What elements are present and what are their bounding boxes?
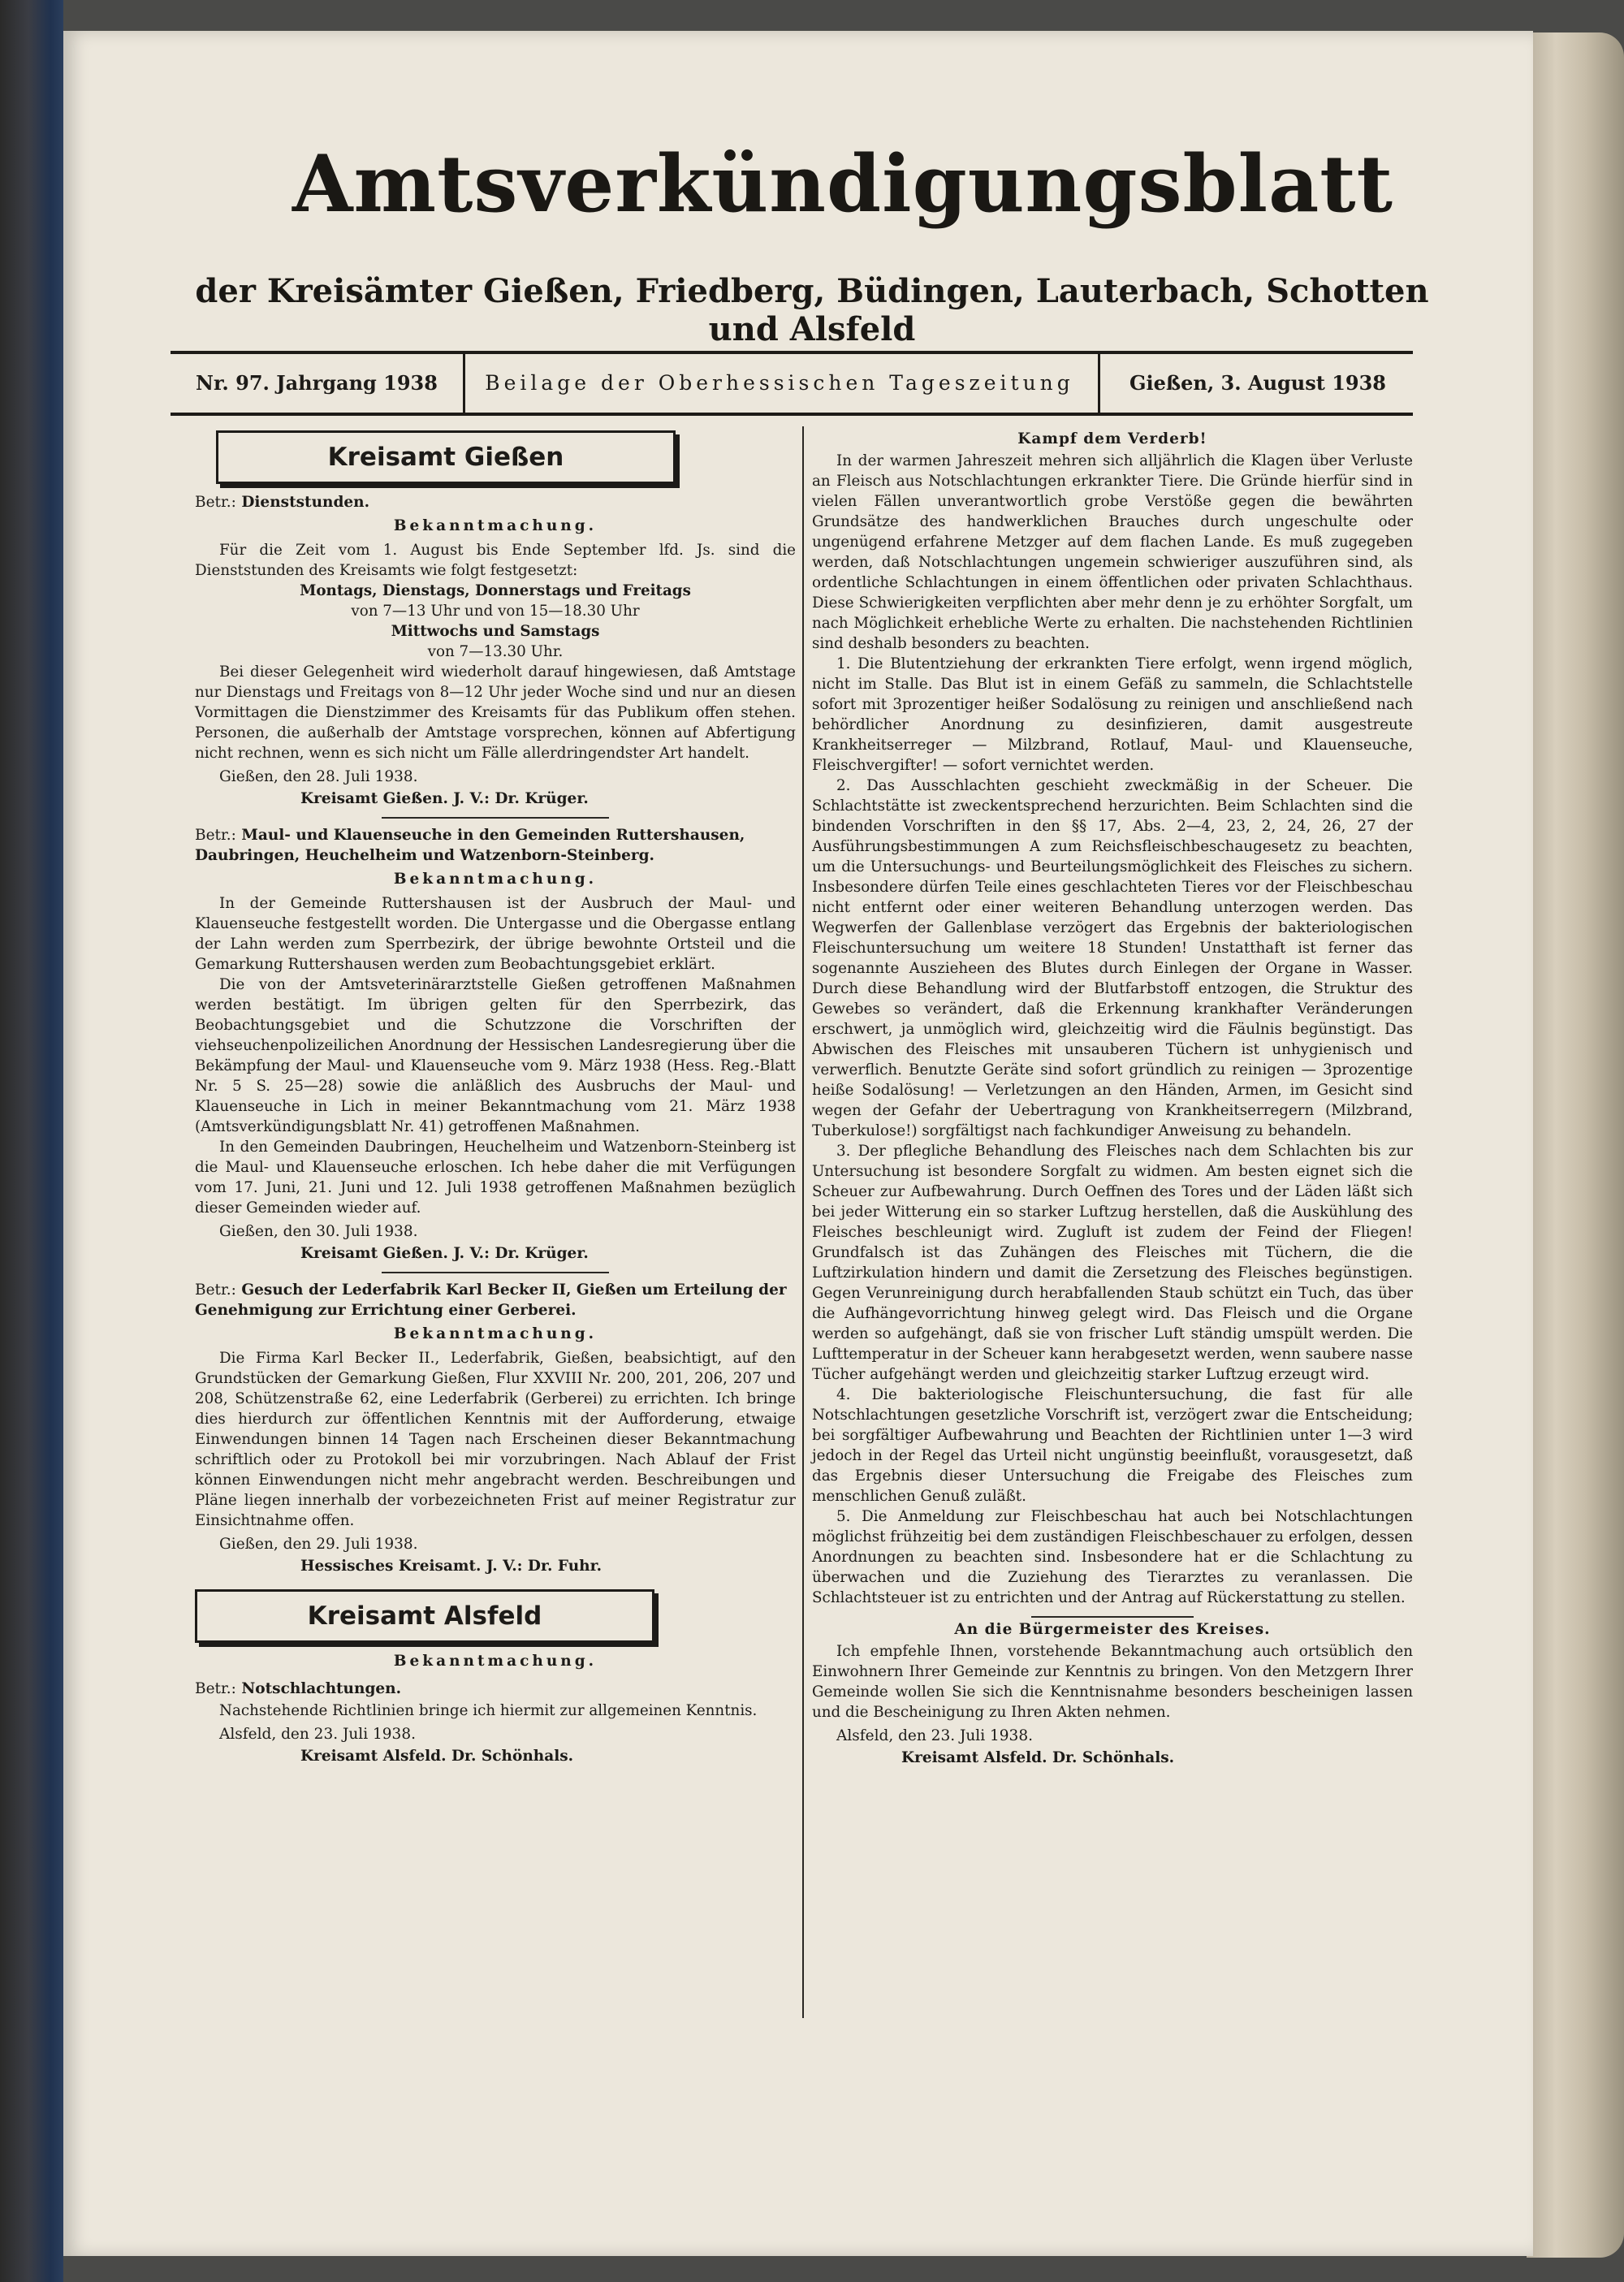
bekanntmachung-title: Bekanntmachung. xyxy=(393,1325,598,1342)
notice-paragraph: In der Gemeinde Ruttershausen ist der Ausbruch der Maul- und Klauenseuche festgestellt worden. Die Untergasse und die Obergasse entlang der Lahn werden zum Sperrbezirk, der übrige bewohnte Ortsteil und die Gemarkung Ruttershausen werden zum Beobachtungsgebiet erklärt. xyxy=(195,895,796,973)
notice-maul-klauenseuche xyxy=(195,825,796,1264)
separator-rule xyxy=(382,1272,609,1273)
office-hours: von 7—13.30 Uhr. xyxy=(427,643,564,660)
betr-subject: Maul- und Klauenseuche in den Gemeinden Ruttershausen, Daubringen, Heuchelheim und Watzenborn-Steinberg. xyxy=(195,827,745,864)
section-heading-alsfeld: Kreisamt Alsfeld xyxy=(195,1589,654,1643)
article-paragraph: 5. Die Anmeldung zur Fleischbeschau hat auch bei Notschlachtungen möglichst frühzeitig bei dem zuständigen Fleischbeschauer zu erfolgen, dessen Anordnungen zu beachten sind. Insbesondere hat er die Schlachtung zu überwachen und die Zuziehung des Tierarztes zu veranlassen. Die Schlachtsteuer ist zu entrichten und der Antrag auf Rückerstattung zu stellen. xyxy=(812,1508,1413,1606)
betr-subject: Gesuch der Lederfabrik Karl Becker II, Gießen um Erteilung der Genehmigung zur Errichtung einer Gerberei. xyxy=(195,1281,787,1319)
betr-label: Betr.: xyxy=(195,494,236,511)
issue-header-bar xyxy=(171,351,1413,416)
page-stack-edge xyxy=(1527,32,1624,2258)
place-date: Alsfeld, den 23. Juli 1938. xyxy=(219,1726,416,1743)
place-date: Gießen, den 28. Juli 1938. xyxy=(219,768,418,785)
masthead-subtitle: der Kreisämter Gießen, Friedberg, Büdingen, Lauterbach, Schotten und Alsfeld xyxy=(195,272,1429,348)
left-column xyxy=(195,430,796,1771)
notice-paragraph: Bei dieser Gelegenheit wird wiederholt darauf hingewiesen, daß Amtstage nur Dienstags und Freitags von 8—12 Uhr jeder Woche sind und nur an diesen Vormittagen die Dienstzimmer des Kreisamts für das Publikum offen stehen. Personen, die außerhalb der Amtstage vorsprechen, können auf Abfertigung nicht rechnen, wenn es sich nicht um Fälle allerdringendster Art handelt. xyxy=(195,663,796,762)
office-days: Montags, Dienstags, Donnerstags und Freitags xyxy=(300,582,691,599)
masthead-title: Amtsverkündigungsblatt xyxy=(292,138,1393,230)
column-divider xyxy=(802,426,804,2018)
notice-paragraph: Die Firma Karl Becker II., Lederfabrik, Gießen, beabsichtigt, auf den Grundstücken der Gemarkung Gießen, Flur XXVIII Nr. 200, 201, 206, 207 und 208, Schützenstraße 62, eine Lederfabrik (Gerberei) zu errichten. Ich bringe dies hierdurch zur öffentlichen Kenntnis mit der Aufforderung, etwaige Einwendungen binnen 14 Tagen nach Erscheinen dieser Bekanntmachung schriftlich oder zu Protokoll bei mir vorzubringen. Nach Ablauf der Frist können Einwendungen nicht mehr angebracht werden. Beschreibungen und Pläne liegen innerhalb der vorbezeichneten Frist auf meiner Registratur zur Einsichtnahme offen. xyxy=(195,1350,796,1529)
notice-paragraph: In den Gemeinden Daubringen, Heuchelheim und Watzenborn-Steinberg ist die Maul- und Klauenseuche erloschen. Ich hebe daher die mit Verfügungen vom 17. Juni, 21. Juni und 12. Juli 1938 getroffenen Maßnahmen bezüglich dieser Gemeinden wieder auf. xyxy=(195,1139,796,1217)
betr-subject: Notschlachtungen. xyxy=(241,1680,402,1697)
notice-paragraph: Nachstehende Richtlinien bringe ich hiermit zur allgemeinen Kenntnis. xyxy=(219,1702,758,1719)
office-hours: von 7—13 Uhr und von 15—18.30 Uhr xyxy=(351,603,640,620)
article-paragraph: 4. Die bakteriologische Fleischuntersuchung, die fast für alle Notschlachtungen gesetzliche Vorschrift ist, verzögert zwar die Entscheidung; bei sorgfältiger Aufbewahrung und Beachten der Richtlinien unter 1—3 wird jedoch in der Regel das Urteil nicht ungünstig beeinflußt, vorausgesetzt, daß das Ergebnis dieser Untersuchung die Freigabe des Fleisches zum menschlichen Genuß zuläßt. xyxy=(812,1386,1413,1505)
article-paragraph: In der warmen Jahreszeit mehren sich alljährlich die Klagen über Verluste an Fleisch aus Notschlachtungen erkrankter Tiere. Die Gründe hierfür sind in vielen Fällen unverantwortlich grobe Verstöße gegen die bewährten Grundsätze des handwerklichen Brauches durch ungeschulte oder ungenügend erfahrene Metzger auf dem flachen Lande. Es muß zugegeben werden, daß Notschlachtungen ungemein schwieriger auszuführen sind, als ordentliche Schlachtungen in einem öffentlichen oder privaten Schlachthaus. Diese Schwierigkeiten verpflichten aber mehr denn je zu erhöhter Sorgfalt, um nach Möglichkeit erhebliche Werte zu erhalten. Die nachstehenden Richtlinien sind deshalb besonders zu beachten. xyxy=(812,452,1413,652)
office-days: Mittwochs und Samstags xyxy=(391,623,600,640)
signature: Kreisamt Gießen. J. V.: Dr. Krüger. xyxy=(300,790,589,807)
signature: Hessisches Kreisamt. J. V.: Dr. Fuhr. xyxy=(300,1558,603,1575)
article-paragraph: 3. Der pflegliche Behandlung des Fleisches nach dem Schlachten bis zur Untersuchung ist besondere Sorgfalt zu widmen. Am besten eignet sich die Scheuer zur Aufbewahrung. Durch Oeffnen des Tores und der Läden läßt sich bei jeder Witterung ein so starker Luftzug herstellen, daß die Auskühlung des Fleisches beschleunigt wird. Zugluft ist zudem der Feind der Fliegen! Grundfalsch ist das Zuhängen des Fleisches mit Tüchern, die die Luftzirkulation hindern und damit die Zersetzung des Fleisches begünstigen. Gegen Verunreinigung durch herabfallenden Staub schützt ein Tuch, das über die Aufhängevorrichtung hinweg gelegt wird. Das Fleisch und die Organe werden so aufgehängt, daß sie von frischer Luft ständig umspült werden. Die Lufttemperatur in der Scheuer kann herabgesetzt werden, wenn saubere nasse Tücher aufgehängt werden und gleichzeitig starker Luftzug erzeugt wird. xyxy=(812,1143,1413,1383)
signature: Kreisamt Alsfeld. Dr. Schönhals. xyxy=(901,1749,1175,1766)
article-paragraph: Ich empfehle Ihnen, vorstehende Bekanntmachung auch ortsüblich den Einwohnern Ihrer Gemeinde zur Kenntnis zu bringen. Von den Metzgern Ihrer Gemeinde wollen Sie sich die Kenntnisnahme besonders bescheinigen lassen und die Bescheinigung zu Ihren Akten nehmen. xyxy=(812,1643,1413,1721)
betr-subject: Dienststunden. xyxy=(241,494,370,511)
bekanntmachung-title: Bekanntmachung. xyxy=(393,871,598,888)
signature: Kreisamt Alsfeld. Dr. Schönhals. xyxy=(300,1748,574,1765)
supplement-note: Beilage der Oberhessischen Tageszeitung xyxy=(485,371,1074,395)
issue-number: Nr. 97. Jahrgang 1938 xyxy=(171,354,465,413)
place-date: Alsfeld, den 23. Juli 1938. xyxy=(836,1727,1033,1744)
bekanntmachung-title: Bekanntmachung. xyxy=(393,1653,598,1670)
section-heading-giessen: Kreisamt Gießen xyxy=(216,430,676,484)
notice-paragraph: Die von der Amtsveterinärarztstelle Gießen getroffenen Maßnahmen werden bestätigt. Im übrigen gelten für den Sperrbezirk, das Beobachtungsgebiet und die Schutzzone die Vorschriften der viehseuchenpolizeilichen Anordnung der Hessischen Landesregierung über die Bekämpfung der Maul- und Klauenseuche vom 9. März 1938 (Hess. Reg.-Blatt Nr. 5 S. 25—28) sowie die anläßlich des Ausbruchs der Maul- und Klauenseuche in Lich in meiner Bekanntmachung vom 21. März 1938 (Amtsverkündigungsblatt Nr. 41) getroffenen Maßnahmen. xyxy=(195,976,796,1135)
place-date: Gießen, den 29. Juli 1938. xyxy=(219,1536,418,1553)
article-paragraph: 2. Das Ausschlachten geschieht zweckmäßig in der Scheuer. Die Schlachtstätte ist zweckentsprechend herzurichten. Beim Schlachten sind die bindenden Vorschriften in den §§ 17, Abs. 2—4, 23, 2, 24, 26, 27 der Ausführungsbestimmungen A zum Reichsfleischbeschaugesetz zu beachten, um die Untersuchungs- und Beurteilungsmöglichkeit des Fleisches zu sichern. Insbesondere dürfen Teile eines geschlachteten Tieres vor der Fleischbeschau nicht entfernt oder einer weiteren Behandlung unterzogen werden. Das Wegwerfen der Gallenblase verzögert das Ergebnis der bakteriologischen Fleischuntersuchung um weitere 18 Stunden! Unstatthaft ist ferner das sogenannte Auszieheen des Blutes durch Einlegen der Organe in Wasser. Durch diese Behandlung wird der Blutfarbstoff entzogen, die Struktur des Gewebes so verändert, daß die Erkennung krankhafter Veränderungen erschwert, ja unmöglich wird, gleichzeitig wird die Fäulnis begünstigt. Das Abwischen des Fleisches mit unsauberen Tüchern ist unhygienisch und verwerflich. Benutzte Geräte sind sofort gründlich zu reinigen — 3prozentige heiße Sodalösung! — Verletzungen an den Händen, Armen, im Gesicht sind wegen der Gefahr der Uebertragung von Krankheitserregern (Milzbrand, Tuberkulose!) sorgfältigst nach fachkundiger Anweisung zu behandeln. xyxy=(812,777,1413,1139)
notice-notschlachtungen xyxy=(195,1651,796,1766)
issue-date: Gießen, 3. August 1938 xyxy=(1098,354,1415,413)
betr-label: Betr.: xyxy=(195,827,236,844)
betr-label: Betr.: xyxy=(195,1281,236,1299)
notice-gerberei xyxy=(195,1280,796,1576)
buergermeister-title: An die Bürgermeister des Kreises. xyxy=(954,1621,1271,1638)
book-binding xyxy=(0,0,63,2282)
betr-label: Betr.: xyxy=(195,1680,236,1697)
place-date: Gießen, den 30. Juli 1938. xyxy=(219,1223,418,1240)
article-title: Kampf dem Verderb! xyxy=(1017,430,1207,447)
separator-rule xyxy=(1031,1616,1194,1618)
bekanntmachung-title: Bekanntmachung. xyxy=(393,517,598,534)
right-column xyxy=(812,430,1413,1773)
notice-paragraph: Für die Zeit vom 1. August bis Ende September lfd. Js. sind die Dienststunden des Kreisamts wie folgt festgesetzt: xyxy=(195,542,796,579)
signature: Kreisamt Gießen. J. V.: Dr. Krüger. xyxy=(300,1245,589,1262)
article-paragraph: 1. Die Blutentziehung der erkrankten Tiere erfolgt, wenn irgend möglich, nicht im Stalle. Das Blut ist in einem Gefäß zu sammeln, die Schlachtstelle sofort mit 3prozentiger heißer Sodalösung zu reinigen und anschließend nach behördlicher Anordnung zu desinfizieren, damit ausgestreute Krankheitserreger — Milzbrand, Rotlauf, Maul- und Klauenseuche, Fleischvergifter! — sofort vernichtet werden. xyxy=(812,655,1413,774)
newspaper-page xyxy=(63,31,1533,2256)
separator-rule xyxy=(382,817,609,819)
notice-dienststunden xyxy=(195,492,796,809)
